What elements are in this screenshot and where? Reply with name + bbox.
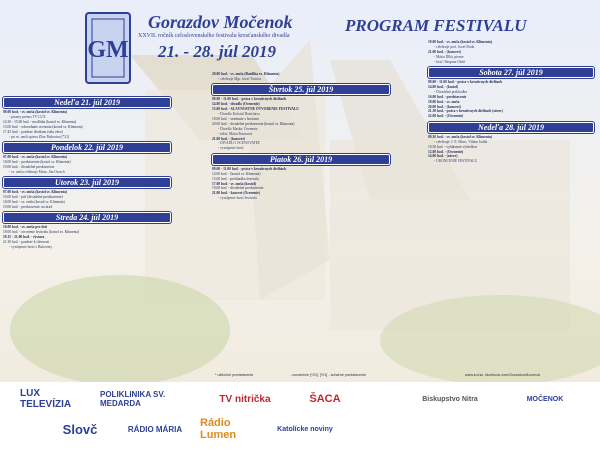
svg-text:GM: GM: [87, 37, 129, 63]
program-event: 15.00 hod. - odovzdanie ocenenia (kostol sv. Klimenta): [3, 124, 83, 129]
program-event: - Divadlo Maska: Ocenenie: [218, 126, 258, 131]
program-event: - celebruje prof. Jozef Duda: [434, 44, 475, 49]
program-event: 09.30 hod. - sv. omša (kostol sv. Klimenta): [428, 134, 492, 139]
program-event: 10.00 hod. - púť (divadelné predstavenie): [3, 194, 63, 199]
sponsor-logo: Slovč: [62, 421, 98, 437]
day-heading: Štvrtok 25. júl 2019: [212, 84, 390, 95]
note-right: www.kul.sk, facebook.com/GorazdovMocenok: [465, 373, 541, 377]
program-event: 09.00 hod. - sv. omša (kostol sv. Klimenta): [3, 110, 67, 114]
program-event: 09.00 - 11.00 hod. - práca v kreatívnych dielňach: [428, 80, 503, 85]
note-center: - označenie [*20], [*21] - súťažné predstavenie: [290, 373, 366, 377]
program-event: 10.30 hod. - vyhlásenie výsledkov: [428, 144, 478, 149]
festival-subtitle: XXVII. ročník celoslovenského festivalu kresťanského divadla: [138, 33, 290, 39]
program-event: 14.00 hod. - (záver): [428, 154, 458, 159]
program-event: - Divadlo Kolotoč Bratislava: [218, 112, 260, 117]
program-event: - priamy prenos TV LUX: [9, 114, 46, 119]
sponsor-logo: MOČENOK: [526, 395, 564, 403]
program-event: 21.00 hod. - koncert (Ocenenie): [212, 191, 260, 196]
program-event: - pri sv. omši spieva Zbor Bukovina [*21]: [9, 134, 70, 139]
program-event: 18.00 hod. - sv. omša: [428, 99, 460, 104]
program-event: - vystúpenie hostí: [218, 146, 244, 151]
program-title: PROGRAM FESTIVALU: [345, 16, 527, 35]
program-column-3: [428, 40, 594, 164]
program-event: 17.00 hod. - sv. omša (kostol): [212, 181, 256, 186]
sponsor-logo: TV nitrička: [219, 393, 271, 405]
day-heading: Nedeľa 21. júl 2019: [3, 97, 171, 108]
program-event: - DIVADLO OCEŇOVATEĽ: [218, 141, 261, 146]
festival-title: Gorazdov Močenok: [148, 12, 293, 32]
program-event: 07.00 hod. - sv. omša (kostol sv. Klimenta): [3, 190, 67, 195]
day-heading: Piatok 26. júl 2019: [212, 154, 390, 165]
program-event: - celebruje Mgr. Jozef Tomica: [218, 76, 262, 81]
sponsor-logo: LUX TELEVÍZIA: [20, 388, 72, 410]
sponsor-logo: Biskupstvo Nitra: [422, 395, 478, 403]
day-heading: Pondelok 22. júl 2019: [3, 142, 171, 153]
note-left: * užitočné predstavenie: [215, 373, 254, 377]
program-event: - Mária Dlhá, piesne: [434, 54, 464, 59]
program-event: 18.00 hod. - sv. omša (kostol sv. Klimenta): [3, 199, 65, 204]
program-event: 10.00 hod. - sv. omša pre deti: [3, 225, 48, 230]
program-event: 22.00 hod. - (Ocenenie): [428, 114, 464, 119]
sponsor-logo: RÁDIO MÁRIA: [127, 424, 183, 434]
day-heading: Sobota 27. júl 2019: [428, 67, 594, 78]
program-event: 21.30 hod. - práca v kreatívnych dielňach (záver): [428, 109, 503, 114]
day-heading: Utorok 23. júl 2019: [3, 177, 171, 188]
program-event: - vystúpenie hostí z Bukoviny: [9, 244, 53, 249]
program-event: 19.00 hod. - sv. omša (kostol sv. Klimenta): [428, 40, 492, 44]
festival-dates: 21. - 28. júl 2019: [158, 42, 277, 61]
sponsor-logo: Katolícke noviny: [277, 425, 333, 433]
program-event: 21.00 hod. - (koncert): [428, 49, 461, 54]
program-event: 19.00 hod. - divadelné predstavenie: [3, 164, 55, 169]
program-event: 16.00 hod. - predstavenie: [428, 94, 467, 99]
program-event: 14.30 - 15.00 hod. - modlitba (kostol sv. Klimenta): [3, 119, 77, 124]
program-event: 17.45 hod. - pozdrav divákom (sála obce): [3, 129, 63, 134]
program-event: - hosť: Skupina Oheň: [434, 59, 465, 64]
sponsor-logo: POLIKLINIKA SV. MEDARDA: [100, 390, 166, 408]
sponsor-footer: [0, 382, 600, 450]
program-event: 19.00 hod. - divadelné predstavenie: [212, 186, 264, 191]
program-event: 20.00 hod. - sv. omša (Bazilika sv. Klimenta): [212, 72, 280, 76]
program-event: 15.00 hod. - prehliadka festivalu: [212, 176, 259, 181]
program-event: 19.15 - 21.00 hod. - výstava: [3, 235, 45, 239]
program-event: - celebruje: J. E. Mons. Viliam Judák: [434, 139, 488, 144]
program-column-1: [3, 94, 171, 250]
program-event: 14.00 hod. - (kostol sv. Klimenta): [212, 171, 261, 176]
program-event: - vystúpenie hostí festivalu: [218, 196, 257, 201]
program-event: 12.00 hod. - (Ocenenie): [428, 149, 464, 154]
festival-emblem: [85, 12, 131, 84]
program-event: - Divadelná prehliadka: [434, 89, 467, 94]
sponsor-logo: Rádio Lumen: [200, 417, 237, 441]
program-event: 09.00 - 11.00 hod. - práca v kreatívnych dielňach: [212, 166, 287, 171]
day-heading: Nedeľa 28. júl 2019: [428, 122, 594, 133]
program-event: 20.00 hod. - divadelné predstavenie (kostol sv. Klimenta): [212, 121, 295, 126]
program-event: 15.00 hod. - SLÁVNOSTNÉ OTVORENIE FESTIVALU: [212, 107, 299, 112]
program-event: - sv. omšu celebruje Mons. Ján Orosch: [9, 169, 65, 174]
program-event: 21.00 hod. - (koncert): [212, 136, 245, 141]
program-event: - UKONČENIE FESTIVALU: [434, 159, 478, 164]
program-event: 18.00 hod. - otvorenie festivalu (kostol sv. Klimenta): [3, 230, 80, 235]
program-event: - réžia: Mária Rusinová: [218, 131, 253, 136]
program-column-2: [212, 72, 390, 201]
program-event: 19.00 hod. - predstavenie: na hrad: [3, 204, 52, 209]
program-event: 20.00 hod. - (koncert): [428, 104, 461, 109]
sponsor-logo: ŠACA: [309, 393, 341, 405]
program-event: 14.00 hod. - divadlo (Ocenenie): [212, 102, 260, 107]
program-event: 21.30 hod. - pozdrav k slávnosti: [3, 239, 50, 244]
program-event: 18.00 hod. - predstavenie (kostol sv. Klimenta): [3, 159, 71, 164]
day-heading: Streda 24. júl 2019: [3, 212, 171, 223]
program-event: 14.00 hod. - (kostol): [428, 84, 459, 89]
program-event: 18.00 hod. - stretnutie s hosťami: [212, 116, 259, 121]
program-event: 09.00 - 11.00 hod. - práca v kreatívnych dielňach: [212, 97, 287, 102]
program-event: 07.00 hod. - sv. omša (kostol sv. Klimenta): [3, 154, 67, 159]
